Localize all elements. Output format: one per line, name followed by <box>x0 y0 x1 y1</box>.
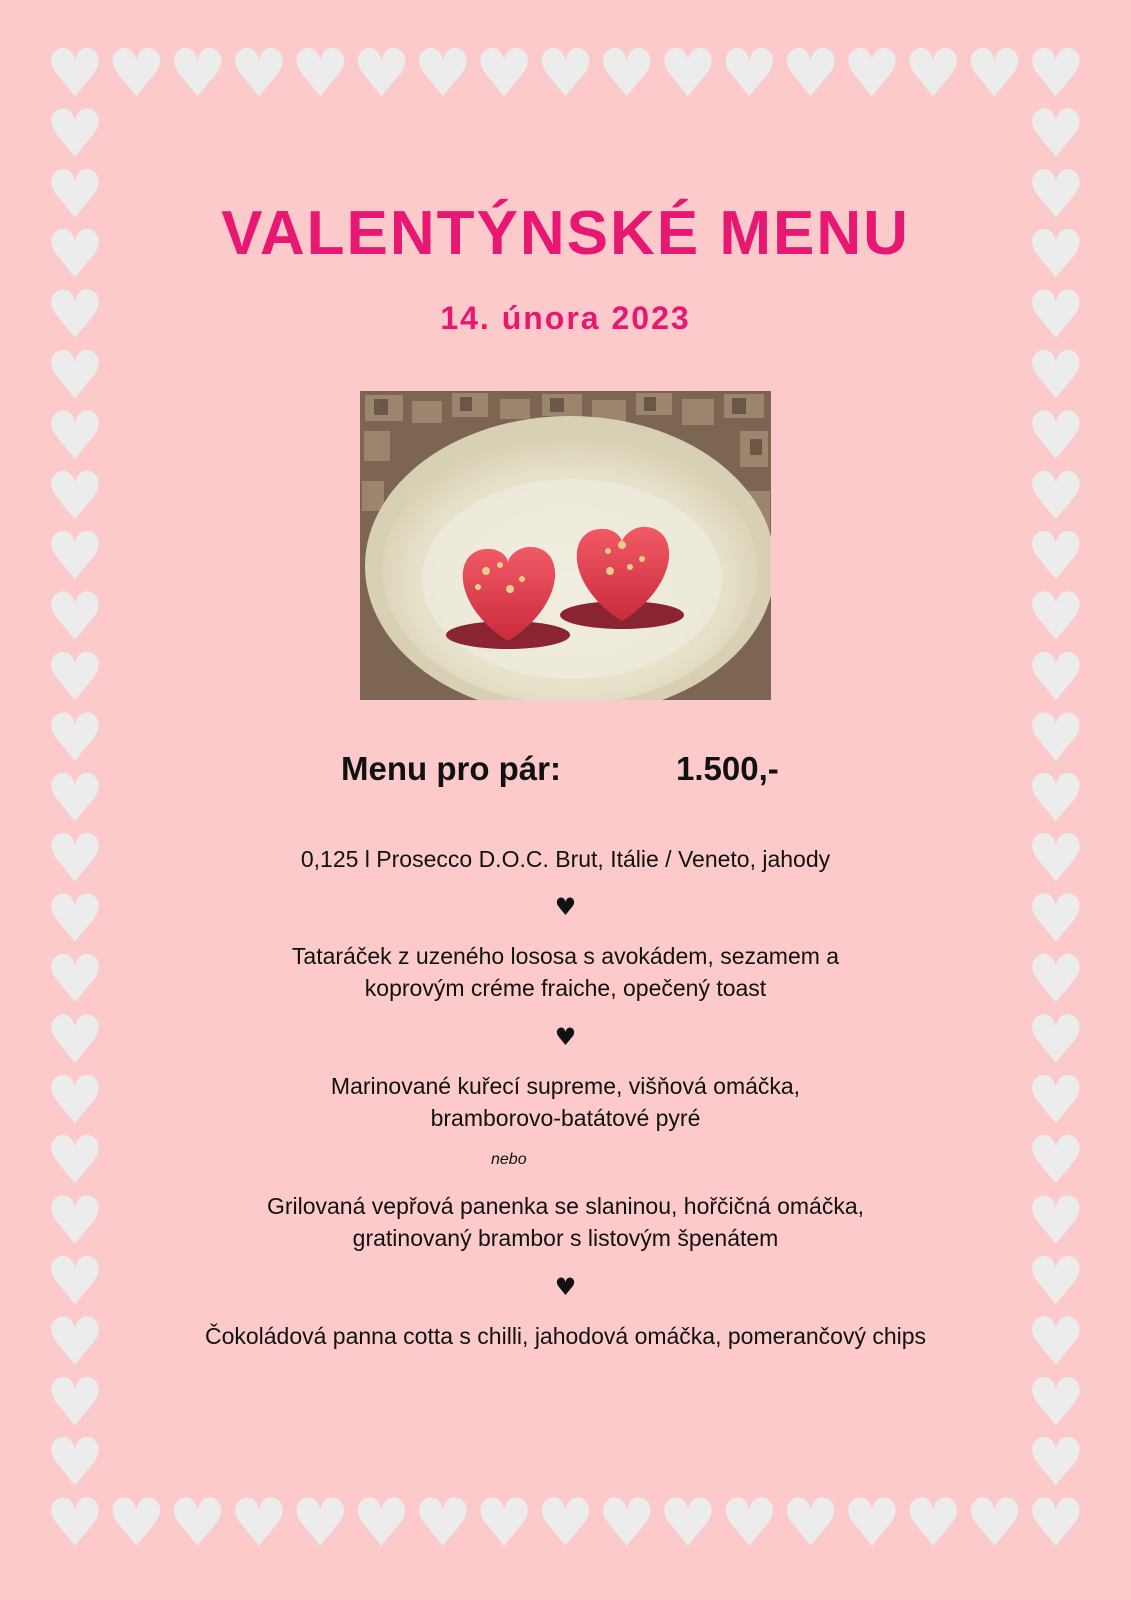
border-heart-icon: ♥ <box>413 35 473 112</box>
border-heart-icon: ♥ <box>1026 276 1086 354</box>
course-main-2-line-1: Grilovaná vepřová panenka se slaninou, hořčičná omáčka, <box>266 1193 865 1219</box>
border-heart-icon: ♥ <box>106 1484 166 1562</box>
border-heart-icon: ♥ <box>1026 518 1086 596</box>
border-heart-icon: ♥ <box>413 1484 473 1562</box>
border-heart-icon: ♥ <box>45 759 105 837</box>
border-heart-icon: ♥ <box>45 1243 105 1320</box>
heart-cakes-photo <box>360 391 771 700</box>
border-heart-icon: ♥ <box>45 1122 105 1200</box>
border-heart-icon: ♥ <box>1026 1122 1086 1200</box>
border-heart-icon: ♥ <box>1026 95 1086 173</box>
border-heart-icon: ♥ <box>842 1484 902 1562</box>
border-heart-icon: ♥ <box>106 35 166 112</box>
border-heart-icon: ♥ <box>45 941 105 1018</box>
border-heart-icon: ♥ <box>45 155 105 233</box>
border-heart-icon: ♥ <box>1026 337 1086 414</box>
border-heart-icon: ♥ <box>45 276 105 354</box>
course-starter-line-2: koprovým créme fraiche, opečený toast <box>364 975 767 1001</box>
border-heart-icon: ♥ <box>597 35 657 112</box>
border-heart-icon: ♥ <box>168 1484 228 1562</box>
border-heart-icon: ♥ <box>45 578 105 656</box>
border-heart-icon: ♥ <box>474 1484 534 1562</box>
border-heart-icon: ♥ <box>45 880 105 958</box>
price-row <box>0 750 1131 796</box>
menu-date: 14. února 2023 <box>440 300 691 336</box>
border-heart-icon: ♥ <box>964 1484 1025 1562</box>
border-heart-icon: ♥ <box>535 35 595 112</box>
course-starter-line-1: Tataráček z uzeného lososa s avokádem, sezamem a <box>291 943 840 969</box>
border-heart-icon: ♥ <box>45 337 105 414</box>
border-heart-icon: ♥ <box>1026 1243 1086 1320</box>
border-heart-icon: ♥ <box>535 1484 595 1562</box>
menu-title: VALENTÝNSKÉ MENU <box>221 199 910 268</box>
border-heart-icon: ♥ <box>1026 216 1086 294</box>
border-heart-icon: ♥ <box>1026 397 1086 475</box>
border-heart-icon: ♥ <box>1026 1424 1086 1502</box>
border-heart-icon: ♥ <box>781 1484 841 1562</box>
border-heart-icon: ♥ <box>903 1484 963 1562</box>
border-heart-icon: ♥ <box>1026 699 1086 777</box>
border-heart-icon: ♥ <box>719 35 779 112</box>
border-heart-icon: ♥ <box>1026 457 1086 535</box>
border-heart-icon: ♥ <box>290 35 350 112</box>
price-label: Menu pro pár: <box>341 750 561 787</box>
border-heart-icon: ♥ <box>351 1484 412 1562</box>
border-heart-icon: ♥ <box>1026 1484 1086 1562</box>
border-heart-icon: ♥ <box>45 1061 105 1139</box>
border-heart-icon: ♥ <box>45 397 105 475</box>
separator-heart-icon: ♥ <box>554 1023 577 1051</box>
course-main-1-line-2: bramborovo-batátové pyré <box>430 1105 701 1131</box>
price-value: 1.500,- <box>676 750 779 787</box>
border-heart-icon: ♥ <box>45 518 105 596</box>
border-heart-icon: ♥ <box>45 35 105 112</box>
course-main-2-line-2: gratinovaný brambor s listovým špenátem <box>352 1225 779 1251</box>
border-heart-icon: ♥ <box>1026 1363 1086 1441</box>
border-heart-icon: ♥ <box>964 35 1025 112</box>
border-heart-icon: ♥ <box>229 35 289 112</box>
border-heart-icon: ♥ <box>1026 35 1086 112</box>
border-heart-icon: ♥ <box>45 699 105 777</box>
border-heart-icon: ♥ <box>229 1484 289 1562</box>
border-heart-icon: ♥ <box>45 1001 105 1079</box>
border-heart-icon: ♥ <box>45 639 105 716</box>
border-heart-icon: ♥ <box>1026 578 1086 656</box>
border-heart-icon: ♥ <box>474 35 534 112</box>
border-heart-icon: ♥ <box>1026 759 1086 837</box>
border-heart-icon: ♥ <box>1026 155 1086 233</box>
border-heart-icon: ♥ <box>45 1303 105 1381</box>
border-heart-icon: ♥ <box>1026 820 1086 898</box>
border-heart-icon: ♥ <box>45 457 105 535</box>
border-heart-icon: ♥ <box>45 1424 105 1502</box>
border-heart-icon: ♥ <box>1026 1061 1086 1139</box>
course-drink: 0,125 l Prosecco D.O.C. Brut, Itálie / Veneto, jahody <box>300 846 831 872</box>
border-heart-icon: ♥ <box>658 1484 718 1562</box>
border-heart-icon: ♥ <box>1026 639 1086 716</box>
border-heart-icon: ♥ <box>1026 1182 1086 1260</box>
border-heart-icon: ♥ <box>903 35 963 112</box>
separator-heart-icon: ♥ <box>554 893 577 921</box>
border-heart-icon: ♥ <box>45 1363 105 1441</box>
border-heart-icon: ♥ <box>842 35 902 112</box>
border-heart-icon: ♥ <box>45 216 105 294</box>
border-heart-icon: ♥ <box>1026 1303 1086 1381</box>
border-heart-icon: ♥ <box>1026 941 1086 1018</box>
border-heart-icon: ♥ <box>351 35 412 112</box>
border-heart-icon: ♥ <box>597 1484 657 1562</box>
border-heart-icon: ♥ <box>290 1484 350 1562</box>
border-heart-icon: ♥ <box>658 35 718 112</box>
border-heart-icon: ♥ <box>45 1484 105 1562</box>
separator-heart-icon: ♥ <box>554 1273 577 1301</box>
border-heart-icon: ♥ <box>45 95 105 173</box>
course-dessert: Čokoládová panna cotta s chilli, jahodová omáčka, pomerančový chips <box>204 1323 927 1349</box>
border-heart-icon: ♥ <box>45 1182 105 1260</box>
border-heart-icon: ♥ <box>781 35 841 112</box>
border-heart-icon: ♥ <box>1026 880 1086 958</box>
course-main-1-line-1: Marinované kuřecí supreme, višňová omáčka, <box>330 1073 801 1099</box>
border-heart-icon: ♥ <box>45 820 105 898</box>
border-heart-icon: ♥ <box>168 35 228 112</box>
border-heart-icon: ♥ <box>719 1484 779 1562</box>
alternative-label: nebo <box>491 1151 527 1168</box>
border-heart-icon: ♥ <box>1026 1001 1086 1079</box>
